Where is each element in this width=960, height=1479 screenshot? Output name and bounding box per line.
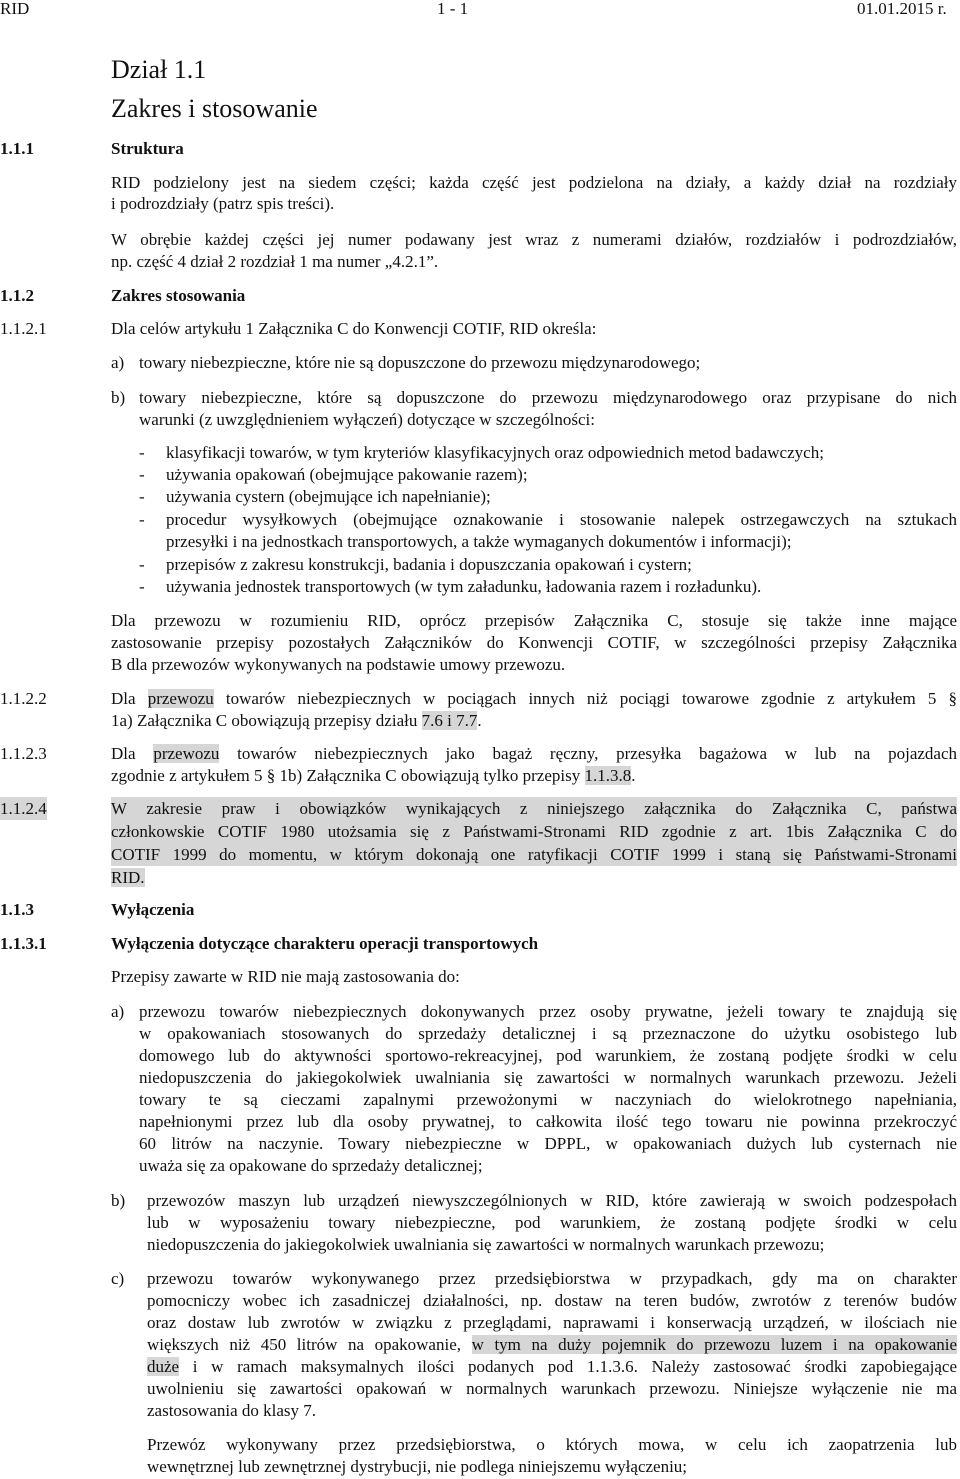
paragraph-line: COTIF 1999 do momentu, w którym dokonają one ratyfikacji COTIF 1999 i staną się Państwami-Stronami <box>111 845 957 864</box>
highlight: przewozu <box>153 744 220 763</box>
paragraph-line: W zakresie praw i obowiązków wynikających z niniejszego załącznika do Załącznika C, państwa <box>111 799 957 818</box>
paragraph-line: RID. <box>111 868 145 887</box>
dash-item: używania opakowań (obejmujące pakowanie razem); <box>166 465 528 484</box>
dash-marker: - <box>139 555 145 574</box>
section-heading: Wyłączenia <box>111 900 195 919</box>
paragraph-line: Przepisy zawarte w RID nie mają zastosowania do: <box>111 967 460 986</box>
list-item: zastosowania do klasy 7. <box>147 1401 317 1420</box>
section-number: 1.1.2.4 <box>0 799 47 818</box>
section-number: 1.1.2.3 <box>0 744 47 763</box>
list-item: większych niż 450 litrów na opakowanie, w tym na duży pojemnik do przewozu luzem i na opakowanie <box>147 1335 958 1354</box>
header-page-number: 1 - 1 <box>437 0 469 18</box>
list-item: 60 litrów na naczynie. Towary niebezpieczne w DPPL, w opakowaniach dużych lub cysternach nie <box>139 1134 957 1153</box>
section-number: 1.1.3 <box>0 900 34 919</box>
dash-item: procedur wysyłkowych (obejmujące oznakowanie i stosowanie nalepek ostrzegawczych na sztukach <box>166 510 957 529</box>
paragraph-line: 1a) Załącznika C obowiązują przepisy działu 7.6 i 7.7. <box>111 711 482 730</box>
dash-marker: - <box>139 487 145 506</box>
section-number: 1.1.2 <box>0 286 34 305</box>
dash-item: przepisów z zakresu konstrukcji, badania i dopuszczania opakowań i cystern; <box>166 555 692 574</box>
list-item: napełnionymi przez lub dla osoby prywatnej, to całkowita ilość tego towaru nie powinna przekroczyć <box>139 1112 957 1131</box>
list-item: przewozów maszyn lub urządzeń niewyszczególnionych w RID, które zawierają w swoich podzespołach <box>147 1191 957 1210</box>
section-number: 1.1.1 <box>0 139 34 158</box>
highlight: duże <box>147 1357 180 1376</box>
section-heading: Wyłączenia dotyczące charakteru operacji transportowych <box>111 934 539 953</box>
paragraph-line: Dla celów artykułu 1 Załącznika C do Konwencji COTIF, RID określa: <box>111 319 597 338</box>
dash-marker: - <box>139 577 145 596</box>
paragraph-line: zastosowanie przepisy pozostałych Załączników do Konwencji COTIF, w szczególności przepisy Załącznika <box>111 633 957 652</box>
list-item: warunki (z uwzględnieniem wyłączeń) dotyczące w szczególności: <box>139 410 595 429</box>
list-item: towary niebezpieczne, które nie są dopuszczone do przewozu międzynarodowego; <box>139 353 701 372</box>
paragraph-line: W obrębie każdej części jej numer podawany jest wraz z numerami działów, rozdziałów i podrozdziałów, <box>111 230 957 249</box>
list-label: a) <box>111 353 125 372</box>
paragraph-line: i podrozdziały (patrz spis treści). <box>111 194 335 213</box>
paragraph-line: Dla przewozu w rozumieniu RID, oprócz przepisów Załącznika C, stosuje się także inne mające <box>111 611 957 630</box>
dash-marker: - <box>139 443 145 462</box>
list-item: uwolnieniu się zawartości opakowań w normalnych warunkach przewozu. Niniejsze wyłączenie nie ma <box>147 1379 957 1398</box>
list-item: w opakowaniach stosowanych do sprzedaży detalicznej i są przeznaczone do użytku osobistego lub <box>139 1024 957 1043</box>
section-number: 1.1.2.2 <box>0 689 47 708</box>
list-label: b) <box>111 1191 126 1210</box>
paragraph-line: Dla przewozu towarów niebezpiecznych w pociągach innych niż pociągi towarowe zgodnie z artykułem 5 § <box>111 689 957 708</box>
paragraph-line: członkowskie COTIF 1980 utożsamia się z Państwami-Stronami RID zgodnie z art. 1bis Załącznika C do <box>111 822 957 841</box>
list-item: domowego lub do aktywności sportowo-rekreacyjnej, pod warunkiem, że zostaną podjęte środki w celu <box>139 1046 957 1065</box>
header-date: 01.01.2015 r. <box>857 0 947 18</box>
dash-marker: - <box>139 510 145 529</box>
section-heading: Struktura <box>111 139 184 158</box>
list-label: b) <box>111 388 126 407</box>
list-label: a) <box>111 1002 125 1021</box>
list-item: przewozu towarów niebezpiecznych dokonywanych przez osoby prywatne, jeżeli towary te znajdują się <box>139 1002 957 1021</box>
paragraph-line: np. część 4 dział 2 rozdział 1 ma numer „4.2.1”. <box>111 252 439 271</box>
paragraph-line: zgodnie z artykułem 5 § 1b) Załącznika C obowiązują tylko przepisy 1.1.3.8. <box>111 766 636 785</box>
chapter-subtitle: Zakres i stosowanie <box>111 94 318 123</box>
list-item: niedopuszczenia do jakiegokolwiek uwalniania się zawartości w normalnych warunkach przewozu; <box>147 1235 825 1254</box>
dash-marker: - <box>139 465 145 484</box>
highlight: w tym na duży pojemnik do przewozu luzem i na opakowanie <box>471 1335 958 1354</box>
highlight: 1.1.3.8 <box>584 766 632 785</box>
section-number: 1.1.2.1 <box>0 319 47 338</box>
list-item: przewozu towarów wykonywanego przez przedsiębiorstwa w przypadkach, gdy ma on charakter <box>147 1269 957 1288</box>
list-item: lub w wyposażeniu towary niebezpieczne, pod warunkiem, że zostaną podjęte środki w celu <box>147 1213 957 1232</box>
list-item: towary niebezpieczne, które są dopuszczone do przewozu międzynarodowego oraz przypisane do nich <box>139 388 957 407</box>
paragraph-line: Przewóz wykonywany przez przedsiębiorstwa, o których mowa, w celu ich zaopatrzenia lub <box>147 1435 957 1454</box>
highlight: 7.6 i 7.7 <box>421 711 478 730</box>
paragraph-line: wewnętrznej lub zewnętrznej dystrybucji, nie podlega niniejszemu wyłączeniu; <box>147 1457 688 1476</box>
list-item: niedopuszczenia do jakiegokolwiek uwalniania się zawartości w normalnych warunkach przewozu. Jeżeli <box>139 1068 957 1087</box>
list-item: uważa się za opakowane do sprzedaży detalicznej; <box>139 1156 483 1175</box>
list-item: oraz dostaw lub zwrotów w związku z przeglądami, naprawami i konserwacją urządzeń, w ilościach nie <box>147 1313 957 1332</box>
header-left: RID <box>0 0 30 18</box>
list-item: towary te są cieczami zapalnymi przewożonymi w naczyniach do wielokrotnego napełniania, <box>139 1090 957 1109</box>
dash-item: używania jednostek transportowych (w tym załadunku, ładowania razem i rozładunku). <box>166 577 762 596</box>
list-label: c) <box>111 1269 125 1288</box>
paragraph-line: B dla przewozów wykonywanych na podstawie umowy przewozu. <box>111 655 566 674</box>
dash-item: klasyfikacji towarów, w tym kryteriów klasyfikacyjnych oraz odpowiednich metod badawczych; <box>166 443 824 462</box>
paragraph-line: Dla przewozu towarów niebezpiecznych jako bagaż ręczny, przesyłka bagażowa w lub na pojazdach <box>111 744 958 763</box>
dash-item: używania cystern (obejmujące ich napełnianie); <box>166 487 491 506</box>
dash-item: przesyłki i na jednostkach transportowych, a także wymaganych dokumentów i informacji); <box>166 532 792 551</box>
section-number: 1.1.3.1 <box>0 934 47 953</box>
section-heading: Zakres stosowania <box>111 286 246 305</box>
chapter-title: Dział 1.1 <box>111 55 207 84</box>
highlight: przewozu <box>147 689 214 708</box>
paragraph-line: RID podzielony jest na siedem części; każda część jest podzielona na działy, a każdy dział na rozdziały <box>111 173 957 192</box>
list-item: duże i w ramach maksymalnych ilości podanych pod 1.1.3.6. Należy zastosować środki zapobiegające <box>147 1357 957 1376</box>
list-item: pomocniczy wobec ich zasadniczej działalności, np. dostaw na teren budów, zwrotów z terenów budów <box>147 1291 957 1310</box>
